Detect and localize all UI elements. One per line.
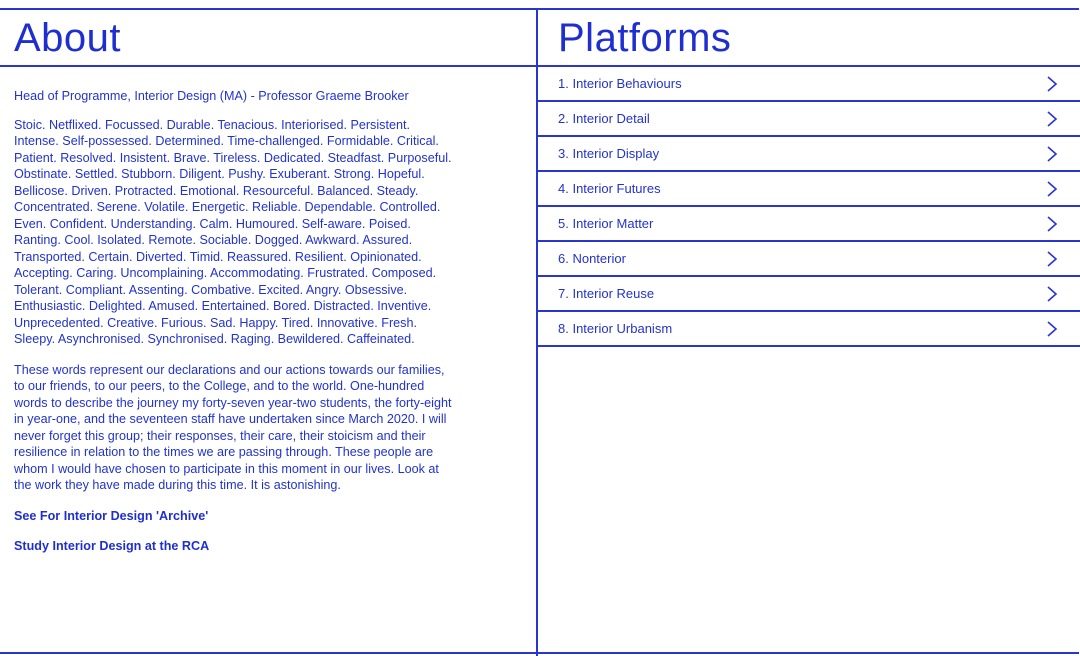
archive-link[interactable]: See For Interior Design 'Archive' (14, 508, 209, 523)
chevron-right-icon (1046, 286, 1058, 302)
chevron-right-icon (1046, 216, 1058, 232)
chevron-right-icon (1046, 76, 1058, 92)
platform-label: 6. Nonterior (558, 251, 626, 266)
platform-item-interior-futures[interactable] (538, 172, 1080, 207)
platform-item-interior-matter[interactable] (538, 207, 1080, 242)
about-body (14, 88, 454, 569)
platform-item-interior-behaviours[interactable] (538, 67, 1080, 102)
platform-label: 2. Interior Detail (558, 111, 650, 126)
platform-label: 7. Interior Reuse (558, 286, 655, 301)
about-heading: About (14, 16, 122, 60)
platforms-heading: Platforms (558, 16, 732, 60)
about-statement: These words represent our declarations and our actions towards our families, to our friends, to our peers, to the College, and to the world. One-hundred words to describe the journey my forty-seven year-two students, the forty-eight in year-one, and the seventeen staff have undertaken since March 2020. I will never forget this group; their responses, their care, their stoicism and their resilience in relation to the times we are passing through. These people are whom I would have chosen to participate in this moment in our lives. Look at the work they have made during this time. It is astonishing. (14, 362, 452, 492)
chevron-right-icon (1046, 146, 1058, 162)
chevron-right-icon (1046, 321, 1058, 337)
about-subtitle: Head of Programme, Interior Design (MA) - Professor Graeme Brooker (14, 89, 409, 103)
study-link[interactable]: Study Interior Design at the RCA (14, 539, 210, 553)
platform-list (538, 67, 1080, 347)
platform-label: 5. Interior Matter (558, 216, 654, 231)
platform-item-nonterior[interactable] (538, 242, 1080, 277)
platform-label: 3. Interior Display (558, 146, 660, 161)
platform-item-interior-urbanism[interactable] (538, 312, 1080, 347)
chevron-right-icon (1046, 111, 1058, 127)
platform-label: 8. Interior Urbanism (558, 321, 673, 336)
platform-item-interior-display[interactable] (538, 137, 1080, 172)
platform-item-interior-reuse[interactable] (538, 277, 1080, 312)
about-words: Stoic. Netflixed. Focussed. Durable. Tenacious. Interiorised. Persistent. Intense. Self-possessed. Determined. Time-challenged. Formidable. Critical. Patient. Resolved. Insistent. Brave. Tireless. Dedicated. Steadfast. Purposeful. Obstinate. Settled. Stubborn. Diligent. Pushy. Exuberant. Strong. Hopeful. Bellicose. Driven. Protracted. Emotional. Resourceful. Balanced. Steady. Concentrated. Serene. Volatile. Energetic. Reliable. Dependable. Controlled. Even. Confident. Understanding. Calm. Humoured. Self-aware. Poised. Ranting. Cool. Isolated. Remote. Sociable. Dogged. Awkward. Assured. Transported. Certain. Diverted. Timid. Reassured. Resilient. Opinionated. Accepting. Caring. Uncomplaining. Accommodating. Frustrated. Composed. Tolerant. Compliant. Assenting. Combative. Excited. Angry. Obsessive. Enthusiastic. Delighted. Amused. Entertained. Bored. Distracted. Inventive. Unprecedented. Creative. Furious. Sad. Happy. Tired. Innovative. Fresh. Sleepy. Asynchronised. Synchronised. Raging. Bewildered. Caffeinated. (14, 117, 452, 346)
chevron-right-icon (1046, 181, 1058, 197)
platform-item-interior-detail[interactable] (538, 102, 1080, 137)
chevron-right-icon (1046, 251, 1058, 267)
platform-label: 4. Interior Futures (558, 181, 661, 196)
platform-label: 1. Interior Behaviours (558, 76, 682, 91)
